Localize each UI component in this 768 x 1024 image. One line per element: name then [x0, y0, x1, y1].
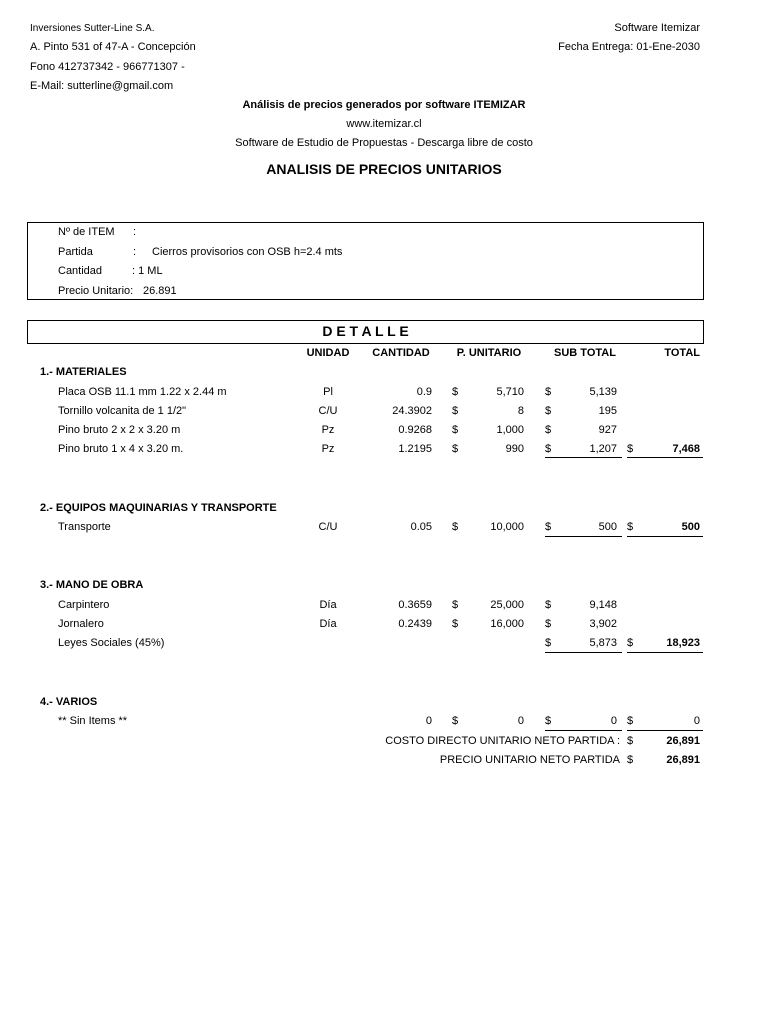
- subtotal-underline: [545, 457, 622, 458]
- column-header-unidad: UNIDAD: [306, 347, 350, 359]
- price-currency: $: [452, 443, 459, 455]
- total-underline: [627, 730, 703, 731]
- costo-directo-value: 26,891: [666, 735, 700, 747]
- row-subtotal: 5,139: [589, 386, 617, 398]
- row-subtotal: 5,873: [589, 637, 617, 649]
- row-unit-price: 25,000: [490, 599, 524, 611]
- section-title-varios: 4.- VARIOS: [40, 696, 98, 708]
- table-row: [0, 383, 768, 402]
- row-description: ** Sin Items **: [58, 715, 128, 727]
- table-row: [0, 402, 768, 421]
- company-email: E-Mail: sutterline@gmail.com: [30, 80, 174, 92]
- row-quantity: 1.2195: [398, 443, 432, 455]
- subtotal-currency: $: [545, 386, 552, 398]
- row-quantity: 0.2439: [398, 618, 432, 630]
- row-unit: Día: [319, 599, 337, 611]
- price-currency: $: [452, 599, 459, 611]
- company-name: Inversiones Sutter-Line S.A.: [30, 23, 155, 34]
- total-currency: $: [627, 715, 634, 727]
- row-description: Pino bruto 2 x 2 x 3.20 m: [58, 424, 181, 436]
- partida-colon: :: [133, 246, 137, 258]
- precio-unitario-value: 26.891: [143, 285, 177, 297]
- total-currency: $: [627, 443, 634, 455]
- row-unit-price: 5,710: [496, 386, 524, 398]
- total-underline: [627, 652, 703, 653]
- row-description: Leyes Sociales (45%): [58, 637, 165, 649]
- section-title-equipos: 2.- EQUIPOS MAQUINARIAS Y TRANSPORTE: [40, 502, 277, 514]
- total-currency: $: [627, 521, 634, 533]
- partida-value: Cierros provisorios con OSB h=2.4 mts: [152, 246, 343, 258]
- section-total: 500: [681, 521, 700, 533]
- section-total: 0: [693, 715, 700, 727]
- price-currency: $: [452, 405, 459, 417]
- precio-unitario-label: Precio Unitario:: [58, 285, 134, 297]
- row-subtotal: 195: [598, 405, 617, 417]
- company-phone: Fono 412737342 - 966771307 -: [30, 61, 185, 73]
- table-row: [0, 596, 768, 615]
- total-underline: [627, 536, 703, 537]
- row-subtotal: 1,207: [589, 443, 617, 455]
- subtotal-currency: $: [545, 637, 552, 649]
- row-quantity: 0: [425, 715, 432, 727]
- row-unit-price: 0: [517, 715, 524, 727]
- row-description: Placa OSB 11.1 mm 1.22 x 2.44 m: [58, 386, 227, 398]
- subtotal-currency: $: [545, 424, 552, 436]
- subtotal-currency: $: [545, 618, 552, 630]
- column-header-sub-total: SUB TOTAL: [554, 347, 616, 359]
- row-unit: Día: [319, 618, 337, 630]
- total-currency: $: [627, 637, 634, 649]
- row-subtotal: 927: [598, 424, 617, 436]
- table-row-social: [0, 634, 768, 653]
- section-total: 7,468: [672, 443, 700, 455]
- item-number-colon: :: [133, 226, 137, 238]
- section-title-mano-de-obra: 3.- MANO DE OBRA: [40, 579, 144, 591]
- table-row: [0, 518, 768, 537]
- precio-neto-currency: $: [627, 754, 634, 766]
- cantidad-value: : 1 ML: [132, 265, 163, 277]
- column-header-p-unitario: P. UNITARIO: [456, 347, 522, 359]
- row-quantity: 24.3902: [392, 405, 432, 417]
- row-unit-price: 8: [517, 405, 524, 417]
- column-header-total: TOTAL: [664, 347, 700, 359]
- row-unit-price: 16,000: [490, 618, 524, 630]
- detalle-title: D E T A L L E: [322, 323, 409, 339]
- website: www.itemizar.cl: [346, 118, 422, 130]
- row-description: Carpintero: [58, 599, 110, 611]
- row-unit: Pl: [323, 386, 333, 398]
- partida-label: Partida: [58, 246, 93, 258]
- subtotal-currency: $: [545, 443, 552, 455]
- company-address: A. Pinto 531 of 47-A - Concepción: [30, 41, 196, 53]
- row-unit-price: 1,000: [496, 424, 524, 436]
- table-row: [0, 421, 768, 440]
- item-number-label: Nº de ITEM: [58, 226, 115, 238]
- software-name: Software Itemizar: [614, 22, 700, 34]
- row-description: Tornillo volcanita de 1 1/2": [58, 405, 187, 417]
- costo-directo-currency: $: [627, 735, 634, 747]
- row-subtotal: 500: [598, 521, 617, 533]
- price-currency: $: [452, 715, 459, 727]
- row-unit-price: 10,000: [490, 521, 524, 533]
- row-unit: C/U: [318, 521, 338, 533]
- subtotal-underline: [545, 652, 622, 653]
- row-description: Pino bruto 1 x 4 x 3.20 m.: [58, 443, 184, 455]
- tagline: Software de Estudio de Propuestas - Descarga libre de costo: [235, 137, 533, 149]
- row-unit: Pz: [321, 424, 335, 436]
- subtotal-currency: $: [545, 715, 552, 727]
- total-underline: [627, 457, 703, 458]
- precio-neto-label: PRECIO UNITARIO NETO PARTIDA: [439, 754, 620, 766]
- row-quantity: 0.9: [416, 386, 432, 398]
- page-title: ANALISIS DE PRECIOS UNITARIOS: [266, 161, 502, 177]
- row-subtotal: 3,902: [589, 618, 617, 630]
- section-total: 18,923: [666, 637, 700, 649]
- row-subtotal: 9,148: [589, 599, 617, 611]
- subtotal-underline: [545, 536, 622, 537]
- price-currency: $: [452, 424, 459, 436]
- subtotal-currency: $: [545, 599, 552, 611]
- row-unit: Pz: [321, 443, 335, 455]
- row-quantity: 0.05: [410, 521, 432, 533]
- subtotal-currency: $: [545, 405, 552, 417]
- subtotal-currency: $: [545, 521, 552, 533]
- row-quantity: 0.9268: [398, 424, 432, 436]
- price-currency: $: [452, 618, 459, 630]
- row-quantity: 0.3659: [398, 599, 432, 611]
- section-title-materiales: 1.- MATERIALES: [40, 366, 127, 378]
- row-unit: C/U: [318, 405, 338, 417]
- table-row: [0, 615, 768, 634]
- precio-neto-value: 26,891: [666, 754, 700, 766]
- price-currency: $: [452, 386, 459, 398]
- subtotal-underline: [545, 730, 622, 731]
- costo-directo-label: COSTO DIRECTO UNITARIO NETO PARTIDA :: [385, 735, 620, 747]
- column-header-cantidad: CANTIDAD: [372, 347, 430, 359]
- row-description: Jornalero: [58, 618, 104, 630]
- table-row: [0, 712, 768, 731]
- delivery-date: Fecha Entrega: 01-Ene-2030: [558, 41, 700, 53]
- price-currency: $: [452, 521, 459, 533]
- generated-by: Análisis de precios generados por software ITEMIZAR: [242, 99, 526, 111]
- cantidad-label: Cantidad: [58, 265, 103, 277]
- row-unit-price: 990: [505, 443, 524, 455]
- row-subtotal: 0: [610, 715, 617, 727]
- row-description: Transporte: [58, 521, 111, 533]
